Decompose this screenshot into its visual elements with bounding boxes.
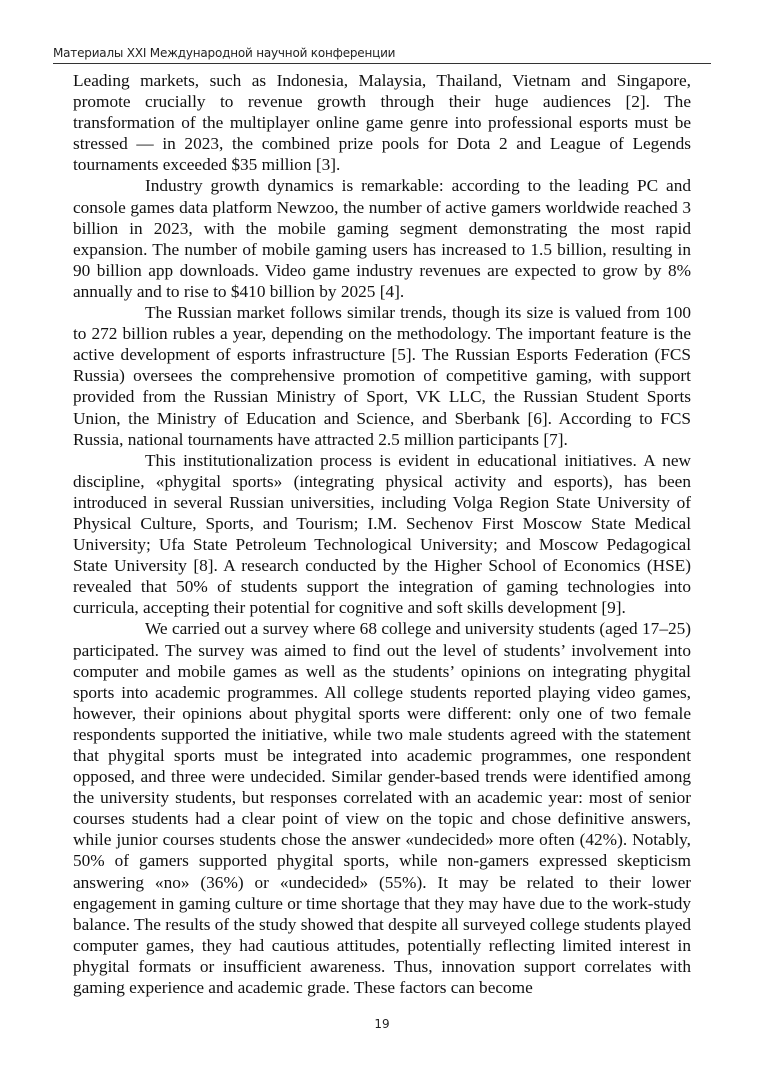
article-body xyxy=(73,70,691,998)
paragraph-institutionalization: This institutionalization process is evident in educational initiatives. A new discipline, «phygital sports» (integrating physical activity and esports), has been introduced in several Russian universities, including Volga Region State University of Physical Culture, Sports, and Tourism; I.M. Sechenov First Moscow State Medical University; Ufa State Petroleum Technological University; and Moscow Pedagogical State University [8]. A research conducted by the Higher School of Economics (HSE) revealed that 50% of students support the integration of gaming technologies into curricula, accepting their potential for cognitive and soft skills development [9]. xyxy=(73,450,691,618)
paragraph-survey: We carried out a survey where 68 college and university students (aged 17–25) participated. The survey was aimed to find out the level of students’ involvement into computer and mobile games as well as the students’ opinions on integrating phygital sports into academic programmes. All college students reported playing video games, however, their opinions about phygital sports were different: only one of two female respondents supported the initiative, while two male students agreed with the statement that phygital sports must be integrated into academic programmes, one respondent opposed, and three were undecided. Similar gender-based trends were identified among the university students, but responses correlated with an academic year: most of senior courses students had a clear point of view on the topic and chose definitive answers, while junior courses students chose the answer «undecided» more often (42%). Notably, 50% of gamers supported phygital sports, while non-gamers expressed skepticism answering «no» (36%) or «undecided» (55%). It may be related to their lower engagement in gaming culture or time shortage that they may have due to the work-study balance. The results of the study showed that despite all surveyed college students played computer games, they had cautious attitudes, potentially reflecting limited interest in phygital formats or insufficient awareness. Thus, innovation support correlates with gaming experience and academic grade. These factors can become xyxy=(73,619,691,998)
paragraph-russian-market: The Russian market follows similar trends, though its size is valued from 100 to 272 billion rubles a year, depending on the methodology. The important feature is the active development of esports infrastructure [5]. The Russian Esports Federation (FCS Russia) oversees the comprehensive promotion of competitive gaming, with support provided from the Russian Ministry of Sport, VK LLC, the Russian Student Sports Union, the Ministry of Education and Science, and Sberbank [6]. According to FCS Russia, national tournaments have attracted 2.5 million participants [7]. xyxy=(73,303,691,449)
running-header: Материалы XXI Международной научной конференции xyxy=(53,44,711,64)
paragraph-leading-markets: Leading markets, such as Indonesia, Malaysia, Thailand, Vietnam and Singapore, promote crucially to revenue growth through their huge audiences [2]. The transformation of the multiplayer online game genre into professional esports must be stressed — in 2023, the combined prize pools for Dota 2 and League of Legends tournaments exceeded $35 million [3]. xyxy=(73,71,691,175)
paragraph-industry-growth: Industry growth dynamics is remarkable: according to the leading PC and console games data platform Newzoo, the number of active gamers worldwide reached 3 billion in 2023, with the mobile gaming segment demonstrating the most rapid expansion. The number of mobile gaming users has increased to 1.5 billion, resulting in 90 billion app downloads. Video game industry revenues are expected to grow by 8% annually and to rise to $410 billion by 2025 [4]. xyxy=(73,176,691,301)
page-number: 19 xyxy=(374,1017,390,1031)
